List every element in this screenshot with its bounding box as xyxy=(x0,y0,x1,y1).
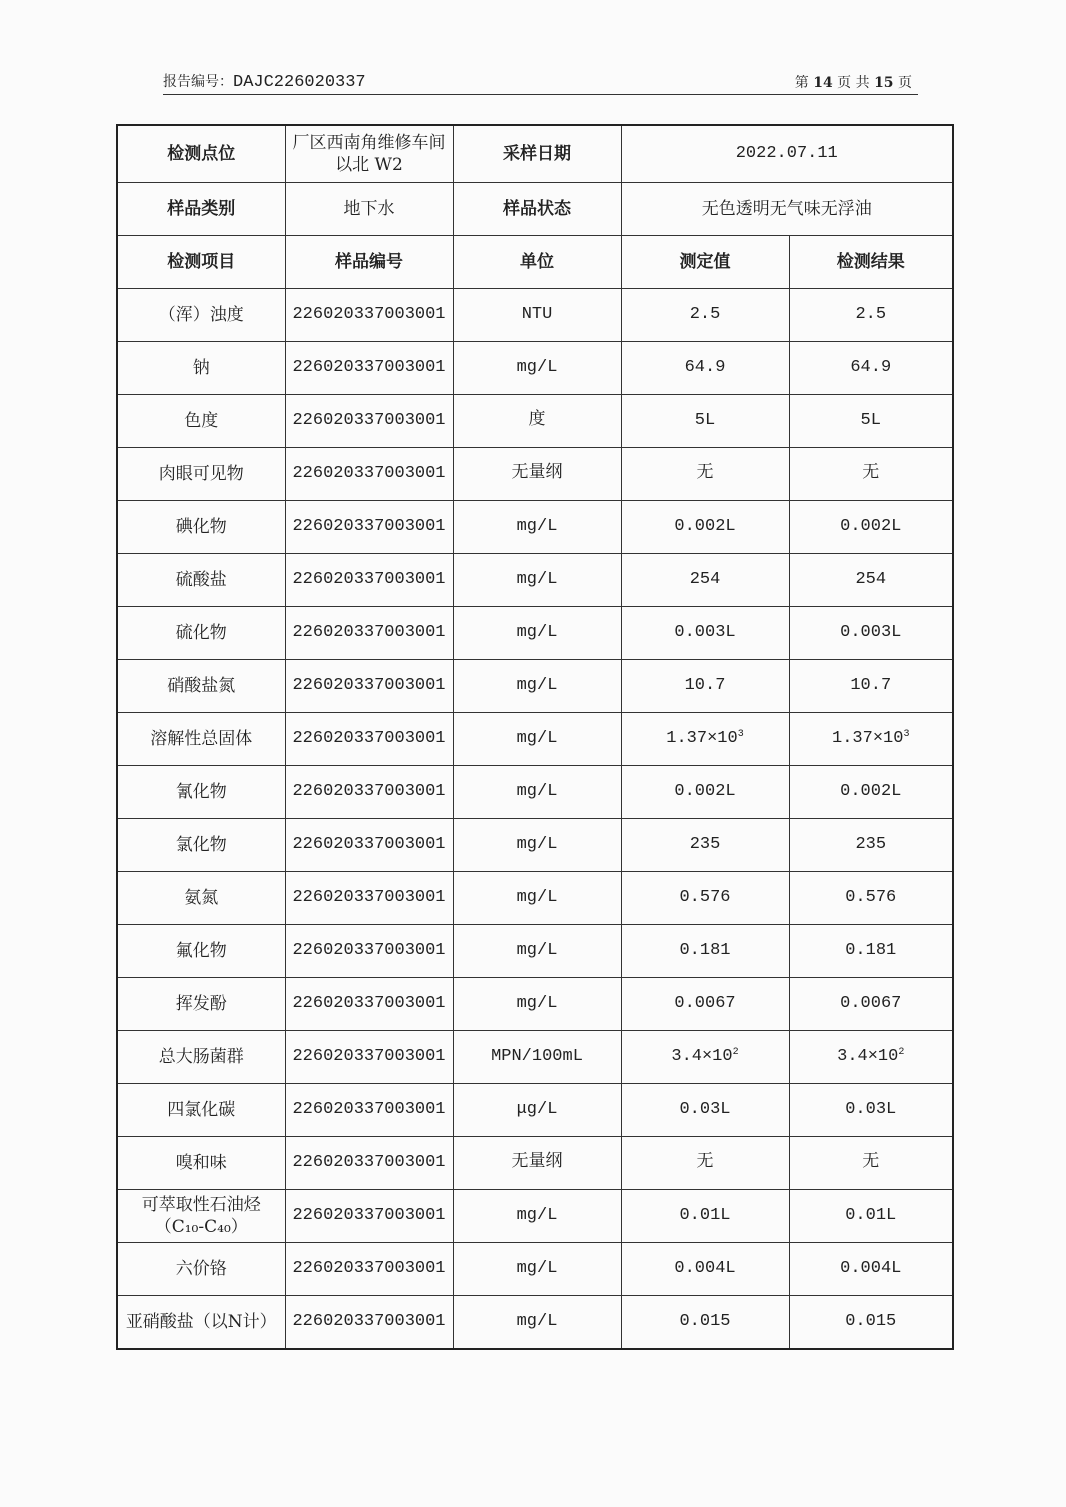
type-label: 样品类别 xyxy=(117,183,285,236)
cell-item-text: 氯化物 xyxy=(175,835,227,855)
cell-result-text: 0.002L xyxy=(840,517,902,536)
cell-item xyxy=(117,501,285,554)
cell-sample-text: 226020337003001 xyxy=(292,464,446,483)
cell-item-text: 四氯化碳 xyxy=(167,1100,236,1120)
table-row xyxy=(117,501,953,554)
cell-item xyxy=(117,819,285,872)
cell-measured xyxy=(621,607,789,660)
cell-measured-exponent: 3 xyxy=(737,729,744,740)
cell-sample xyxy=(285,501,453,554)
cell-result-text: 0.002L xyxy=(840,782,902,801)
cell-result-text: 0.576 xyxy=(845,888,897,907)
cell-sample-text: 226020337003001 xyxy=(292,1312,446,1331)
cell-sample xyxy=(285,395,453,448)
cell-unit xyxy=(453,501,621,554)
table-row xyxy=(117,819,953,872)
state-value: 无色透明无气味无浮油 xyxy=(621,183,953,236)
cell-result xyxy=(789,1084,953,1137)
cell-measured-text: 1.37×10 xyxy=(666,729,738,748)
cell-sample xyxy=(285,925,453,978)
cell-measured-text: 无 xyxy=(696,1153,714,1172)
cell-item xyxy=(117,925,285,978)
cell-sample xyxy=(285,607,453,660)
cell-measured xyxy=(621,342,789,395)
cell-measured-text: 10.7 xyxy=(684,676,726,695)
cell-unit xyxy=(453,448,621,501)
cell-measured xyxy=(621,713,789,766)
cell-sample-text: 226020337003001 xyxy=(292,411,446,430)
cell-unit xyxy=(453,342,621,395)
cell-result xyxy=(789,766,953,819)
cell-sample-text: 226020337003001 xyxy=(292,1100,446,1119)
cell-item xyxy=(117,1243,285,1296)
table-row xyxy=(117,660,953,713)
cell-unit xyxy=(453,1190,621,1243)
cell-sample xyxy=(285,819,453,872)
column-header-row xyxy=(117,236,953,289)
cell-unit-text: mg/L xyxy=(516,570,558,589)
cell-sample xyxy=(285,1190,453,1243)
report-number-value: DAJC226020337 xyxy=(233,73,366,92)
cell-result-text: 64.9 xyxy=(850,358,892,377)
cell-unit-text: mg/L xyxy=(516,994,558,1013)
cell-unit-text: μg/L xyxy=(516,1100,558,1119)
cell-sample xyxy=(285,713,453,766)
cell-measured-text: 3.4×10 xyxy=(671,1047,733,1066)
cell-sample-text: 226020337003001 xyxy=(292,1206,446,1225)
cell-item-text: 可萃取性石油烃（C₁₀-C₄₀） xyxy=(141,1195,261,1237)
cell-result-text: 0.0067 xyxy=(840,994,902,1013)
cell-unit-text: NTU xyxy=(521,305,553,324)
cell-measured-text: 235 xyxy=(689,835,721,854)
cell-result xyxy=(789,1137,953,1190)
cell-item-text: 硝酸盐氮 xyxy=(167,676,236,696)
cell-sample-text: 226020337003001 xyxy=(292,835,446,854)
cell-result xyxy=(789,501,953,554)
page-indicator xyxy=(795,72,912,92)
cell-item xyxy=(117,766,285,819)
cell-unit xyxy=(453,713,621,766)
cell-sample xyxy=(285,448,453,501)
cell-measured xyxy=(621,1084,789,1137)
cell-measured-text: 0.002L xyxy=(674,517,736,536)
page-mid: 页 共 xyxy=(837,75,870,91)
table-row xyxy=(117,766,953,819)
cell-item xyxy=(117,395,285,448)
cell-sample-text: 226020337003001 xyxy=(292,623,446,642)
cell-item-text: 氟化物 xyxy=(175,941,227,961)
cell-result-text: 2.5 xyxy=(855,305,887,324)
cell-item-text: 硫酸盐 xyxy=(175,570,227,590)
cell-item-text: 氨氮 xyxy=(184,888,219,908)
cell-item xyxy=(117,1031,285,1084)
cell-item-text: 六价铬 xyxy=(175,1259,227,1279)
cell-unit-text: mg/L xyxy=(516,676,558,695)
table-row xyxy=(117,1137,953,1190)
cell-sample-text: 226020337003001 xyxy=(292,305,446,324)
cell-sample xyxy=(285,1243,453,1296)
cell-unit xyxy=(453,1243,621,1296)
cell-result xyxy=(789,1031,953,1084)
cell-item-text: 溶解性总固体 xyxy=(150,729,253,749)
cell-item-text: 嗅和味 xyxy=(175,1153,227,1173)
table-row xyxy=(117,1084,953,1137)
cell-measured xyxy=(621,554,789,607)
cell-sample-text: 226020337003001 xyxy=(292,1047,446,1066)
table-row xyxy=(117,342,953,395)
table-row xyxy=(117,395,953,448)
site-value: 厂区西南角维修车间以北 W2 xyxy=(285,125,453,183)
cell-result-text: 3.4×10 xyxy=(837,1047,899,1066)
cell-result-text: 0.01L xyxy=(845,1206,897,1225)
col-header-item: 检测项目 xyxy=(117,236,285,289)
cell-sample-text: 226020337003001 xyxy=(292,517,446,536)
cell-sample xyxy=(285,1296,453,1350)
cell-result-text: 5L xyxy=(860,411,881,430)
cell-unit xyxy=(453,766,621,819)
cell-unit xyxy=(453,1137,621,1190)
cell-result xyxy=(789,1190,953,1243)
meta-row-type xyxy=(117,183,953,236)
cell-item xyxy=(117,660,285,713)
cell-measured-text: 0.181 xyxy=(679,941,731,960)
cell-result xyxy=(789,1243,953,1296)
cell-result xyxy=(789,713,953,766)
cell-measured-text: 5L xyxy=(694,411,716,430)
cell-sample-text: 226020337003001 xyxy=(292,676,446,695)
page-suffix: 页 xyxy=(898,75,912,91)
cell-unit-text: mg/L xyxy=(516,1206,558,1225)
cell-item xyxy=(117,978,285,1031)
cell-measured xyxy=(621,1031,789,1084)
cell-measured xyxy=(621,766,789,819)
cell-sample xyxy=(285,660,453,713)
state-label: 样品状态 xyxy=(453,183,621,236)
cell-item xyxy=(117,448,285,501)
cell-item-text: 肉眼可见物 xyxy=(158,464,244,484)
table-row xyxy=(117,289,953,342)
page-total: 15 xyxy=(874,75,894,91)
cell-measured xyxy=(621,448,789,501)
cell-sample xyxy=(285,1031,453,1084)
cell-unit-text: mg/L xyxy=(516,835,558,854)
cell-measured xyxy=(621,1190,789,1243)
cell-sample-text: 226020337003001 xyxy=(292,358,446,377)
cell-measured-exponent: 2 xyxy=(732,1047,739,1058)
cell-item xyxy=(117,1084,285,1137)
cell-item-text: 总大肠菌群 xyxy=(158,1047,244,1067)
cell-result-text: 无 xyxy=(862,1153,880,1172)
table-row xyxy=(117,554,953,607)
cell-unit-text: 无量纲 xyxy=(511,1153,563,1172)
cell-unit xyxy=(453,607,621,660)
page-current: 14 xyxy=(813,75,833,91)
cell-item xyxy=(117,289,285,342)
cell-sample xyxy=(285,554,453,607)
cell-measured-text: 0.015 xyxy=(679,1312,731,1331)
cell-result-text: 无 xyxy=(862,464,880,483)
cell-measured xyxy=(621,395,789,448)
cell-measured-text: 64.9 xyxy=(684,358,726,377)
cell-unit-text: mg/L xyxy=(516,1259,558,1278)
cell-result xyxy=(789,978,953,1031)
site-label: 检测点位 xyxy=(117,125,285,183)
cell-unit-text: mg/L xyxy=(516,1312,558,1331)
cell-measured-text: 0.576 xyxy=(679,888,731,907)
cell-unit xyxy=(453,925,621,978)
type-value: 地下水 xyxy=(285,183,453,236)
cell-sample-text: 226020337003001 xyxy=(292,941,446,960)
cell-result-text: 0.015 xyxy=(845,1312,897,1331)
col-header-result: 检测结果 xyxy=(789,236,953,289)
cell-sample-text: 226020337003001 xyxy=(292,570,446,589)
cell-unit xyxy=(453,819,621,872)
cell-sample xyxy=(285,1137,453,1190)
cell-unit xyxy=(453,1031,621,1084)
cell-unit-text: mg/L xyxy=(516,888,558,907)
cell-result xyxy=(789,872,953,925)
cell-measured xyxy=(621,925,789,978)
cell-unit xyxy=(453,1296,621,1350)
cell-measured-text: 0.003L xyxy=(674,623,736,642)
cell-unit-text: mg/L xyxy=(516,517,558,536)
table-row xyxy=(117,1243,953,1296)
col-header-measured: 测定值 xyxy=(621,236,789,289)
cell-measured-text: 0.002L xyxy=(674,782,736,801)
cell-sample-text: 226020337003001 xyxy=(292,1153,446,1172)
cell-unit-text: 度 xyxy=(528,411,546,430)
page-header xyxy=(163,72,918,95)
table-row xyxy=(117,1031,953,1084)
cell-measured xyxy=(621,978,789,1031)
page-prefix: 第 xyxy=(794,75,809,91)
table-row xyxy=(117,713,953,766)
cell-item xyxy=(117,872,285,925)
cell-result-text: 0.004L xyxy=(840,1259,902,1278)
cell-sample-text: 226020337003001 xyxy=(292,782,446,801)
cell-sample xyxy=(285,1084,453,1137)
cell-item xyxy=(117,1190,285,1243)
cell-result-exponent: 3 xyxy=(903,729,910,740)
cell-unit-text: MPN/100mL xyxy=(491,1047,583,1066)
col-header-sample: 样品编号 xyxy=(285,236,453,289)
cell-item-text: （浑）浊度 xyxy=(158,305,244,325)
date-value: 2022.07.11 xyxy=(621,125,953,183)
cell-unit-text: mg/L xyxy=(516,358,558,377)
cell-unit-text: 无量纲 xyxy=(511,464,563,483)
cell-result xyxy=(789,289,953,342)
table-row xyxy=(117,607,953,660)
cell-result xyxy=(789,925,953,978)
cell-result xyxy=(789,660,953,713)
cell-measured-text: 254 xyxy=(689,570,721,589)
cell-measured-text: 2.5 xyxy=(689,305,721,324)
table-row xyxy=(117,1190,953,1243)
cell-unit xyxy=(453,660,621,713)
cell-result-text: 0.181 xyxy=(845,941,897,960)
cell-unit xyxy=(453,978,621,1031)
table-row xyxy=(117,1296,953,1350)
cell-result-text: 1.37×10 xyxy=(832,729,904,748)
cell-sample xyxy=(285,872,453,925)
cell-unit xyxy=(453,554,621,607)
cell-measured xyxy=(621,1243,789,1296)
report-number-label: 报告编号： xyxy=(163,74,233,90)
cell-measured xyxy=(621,819,789,872)
table-row xyxy=(117,872,953,925)
cell-unit xyxy=(453,1084,621,1137)
cell-result xyxy=(789,819,953,872)
cell-item xyxy=(117,342,285,395)
cell-measured xyxy=(621,1296,789,1350)
cell-sample-text: 226020337003001 xyxy=(292,1259,446,1278)
cell-measured xyxy=(621,501,789,554)
col-header-unit: 单位 xyxy=(453,236,621,289)
cell-result xyxy=(789,554,953,607)
table-row xyxy=(117,925,953,978)
cell-result-exponent: 2 xyxy=(898,1047,905,1058)
cell-unit-text: mg/L xyxy=(516,782,558,801)
cell-result xyxy=(789,1296,953,1350)
cell-item xyxy=(117,713,285,766)
cell-unit xyxy=(453,872,621,925)
cell-result-text: 0.03L xyxy=(845,1100,897,1119)
cell-item-text: 亚硝酸盐（以N计） xyxy=(125,1312,277,1332)
report-number xyxy=(163,71,366,92)
cell-result-text: 0.003L xyxy=(840,623,902,642)
cell-item xyxy=(117,1296,285,1350)
meta-row-site xyxy=(117,125,953,183)
cell-item-text: 硫化物 xyxy=(175,623,227,643)
cell-item-text: 钠 xyxy=(192,358,210,378)
cell-measured xyxy=(621,1137,789,1190)
cell-measured-text: 0.004L xyxy=(674,1259,736,1278)
cell-item-text: 挥发酚 xyxy=(175,994,227,1014)
table-row xyxy=(117,448,953,501)
cell-measured xyxy=(621,289,789,342)
cell-result xyxy=(789,342,953,395)
cell-sample-text: 226020337003001 xyxy=(292,729,446,748)
cell-result-text: 254 xyxy=(855,570,887,589)
cell-measured xyxy=(621,872,789,925)
cell-sample-text: 226020337003001 xyxy=(292,888,446,907)
cell-unit-text: mg/L xyxy=(516,941,558,960)
cell-sample xyxy=(285,342,453,395)
cell-measured-text: 0.01L xyxy=(679,1206,731,1225)
cell-result xyxy=(789,395,953,448)
table-row xyxy=(117,978,953,1031)
date-label: 采样日期 xyxy=(453,125,621,183)
cell-unit xyxy=(453,395,621,448)
cell-measured xyxy=(621,660,789,713)
cell-result xyxy=(789,448,953,501)
cell-measured-text: 无 xyxy=(696,464,714,483)
cell-sample-text: 226020337003001 xyxy=(292,994,446,1013)
cell-unit-text: mg/L xyxy=(516,729,558,748)
cell-item-text: 色度 xyxy=(184,411,219,431)
cell-measured-text: 0.0067 xyxy=(674,994,736,1013)
cell-result-text: 10.7 xyxy=(850,676,892,695)
cell-result-text: 235 xyxy=(855,835,887,854)
cell-item-text: 碘化物 xyxy=(175,517,227,537)
cell-unit-text: mg/L xyxy=(516,623,558,642)
cell-item xyxy=(117,1137,285,1190)
report-table xyxy=(116,124,954,1350)
cell-unit xyxy=(453,289,621,342)
cell-result xyxy=(789,607,953,660)
cell-sample xyxy=(285,978,453,1031)
cell-item-text: 氰化物 xyxy=(175,782,227,802)
cell-measured-text: 0.03L xyxy=(679,1100,731,1119)
cell-sample xyxy=(285,766,453,819)
cell-item xyxy=(117,607,285,660)
cell-item xyxy=(117,554,285,607)
cell-sample xyxy=(285,289,453,342)
